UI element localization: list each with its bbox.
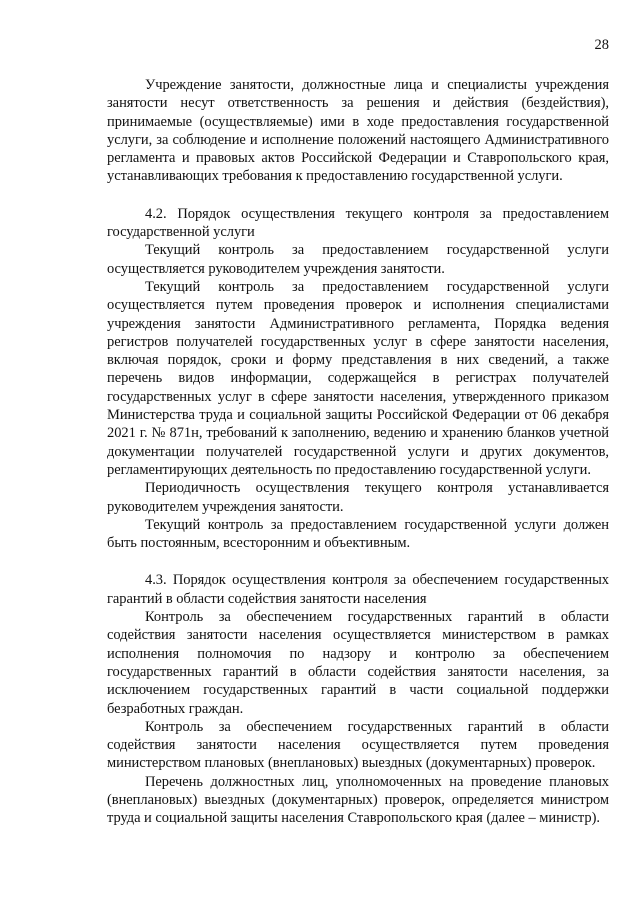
paragraph-current-control: Текущий контроль за предоставлением государственной услуги осуществляется руководителем учреждения занятости.	[107, 242, 609, 277]
paragraph-guarantee-control: Контроль за обеспечением государственных гарантий в области содействия занятости населения осуществляется министерством в рамках исполнения полномочия по надзору и контролю за обеспечением государственных гарантий в области содействия занятости населения, за исключением государственных гарантий в части социальной поддержки безработных граждан.	[107, 609, 609, 717]
page-number: 28	[594, 37, 609, 53]
page-body	[107, 76, 609, 828]
paragraph-control-frequency: Периодичность осуществления текущего контроля устанавливается руководителем учреждения занятости.	[107, 480, 609, 515]
paragraph-control-character: Текущий контроль за предоставлением государственной услуги должен быть постоянным, всесторонним и объективным.	[107, 516, 609, 552]
paragraph-control-method: Текущий контроль за предоставлением государственной услуги осуществляется путем проведения проверок и исполнения специалистами учреждения занятости Административного регламента, Порядка ведения регистров получателей государственных услуг в сфере занятости населения, включая порядок, сроки и форму представления в них сведений, а также перечень видов информации, содержащейся в регистрах получателей государственных услуг в сфере занятости населения, утвержденного приказом Министерства труда и социальной защиты Российской Федерации от 06 декабря 2021 г. № 871н, требований к заполнению, ведению и хранению бланков учетной документации получателей государственной услуги и других документов, регламентирующих деятельность по предоставлению государственной услуги.	[107, 278, 609, 478]
paragraph-responsibility: Учреждение занятости, должностные лица и специалисты учреждения занятости несут ответственность за решения и действия (бездействия), принимаемые (осуществляемые) ими в ходе предоставления государственной услуги, за соблюдение и исполнение положений настоящего Административного регламента и правовых актов Российской Федерации и Ставропольского края, устанавливающих требования к предоставлению государственной услуги.	[107, 77, 609, 185]
section-heading-4-3: 4.3. Порядок осуществления контроля за обеспечением государственных гарантий в области содействия занятости населения	[107, 572, 609, 607]
section-spacer	[107, 186, 609, 205]
section-heading-4-2: 4.2. Порядок осуществления текущего контроля за предоставлением государственной услуги	[107, 205, 609, 241]
paragraph-guarantee-checks: Контроль за обеспечением государственных гарантий в области содействия занятости населения осуществляется путем проведения министерством плановых (внеплановых) выездных (документарных) проверок.	[107, 718, 609, 772]
paragraph-authorized-officials: Перечень должностных лиц, уполномоченных на проведение плановых (внеплановых) выездных (документарных) проверок, определяется министром труда и социальной защиты населения Ставропольского края (далее – министр).	[107, 773, 609, 827]
section-spacer	[107, 552, 609, 571]
